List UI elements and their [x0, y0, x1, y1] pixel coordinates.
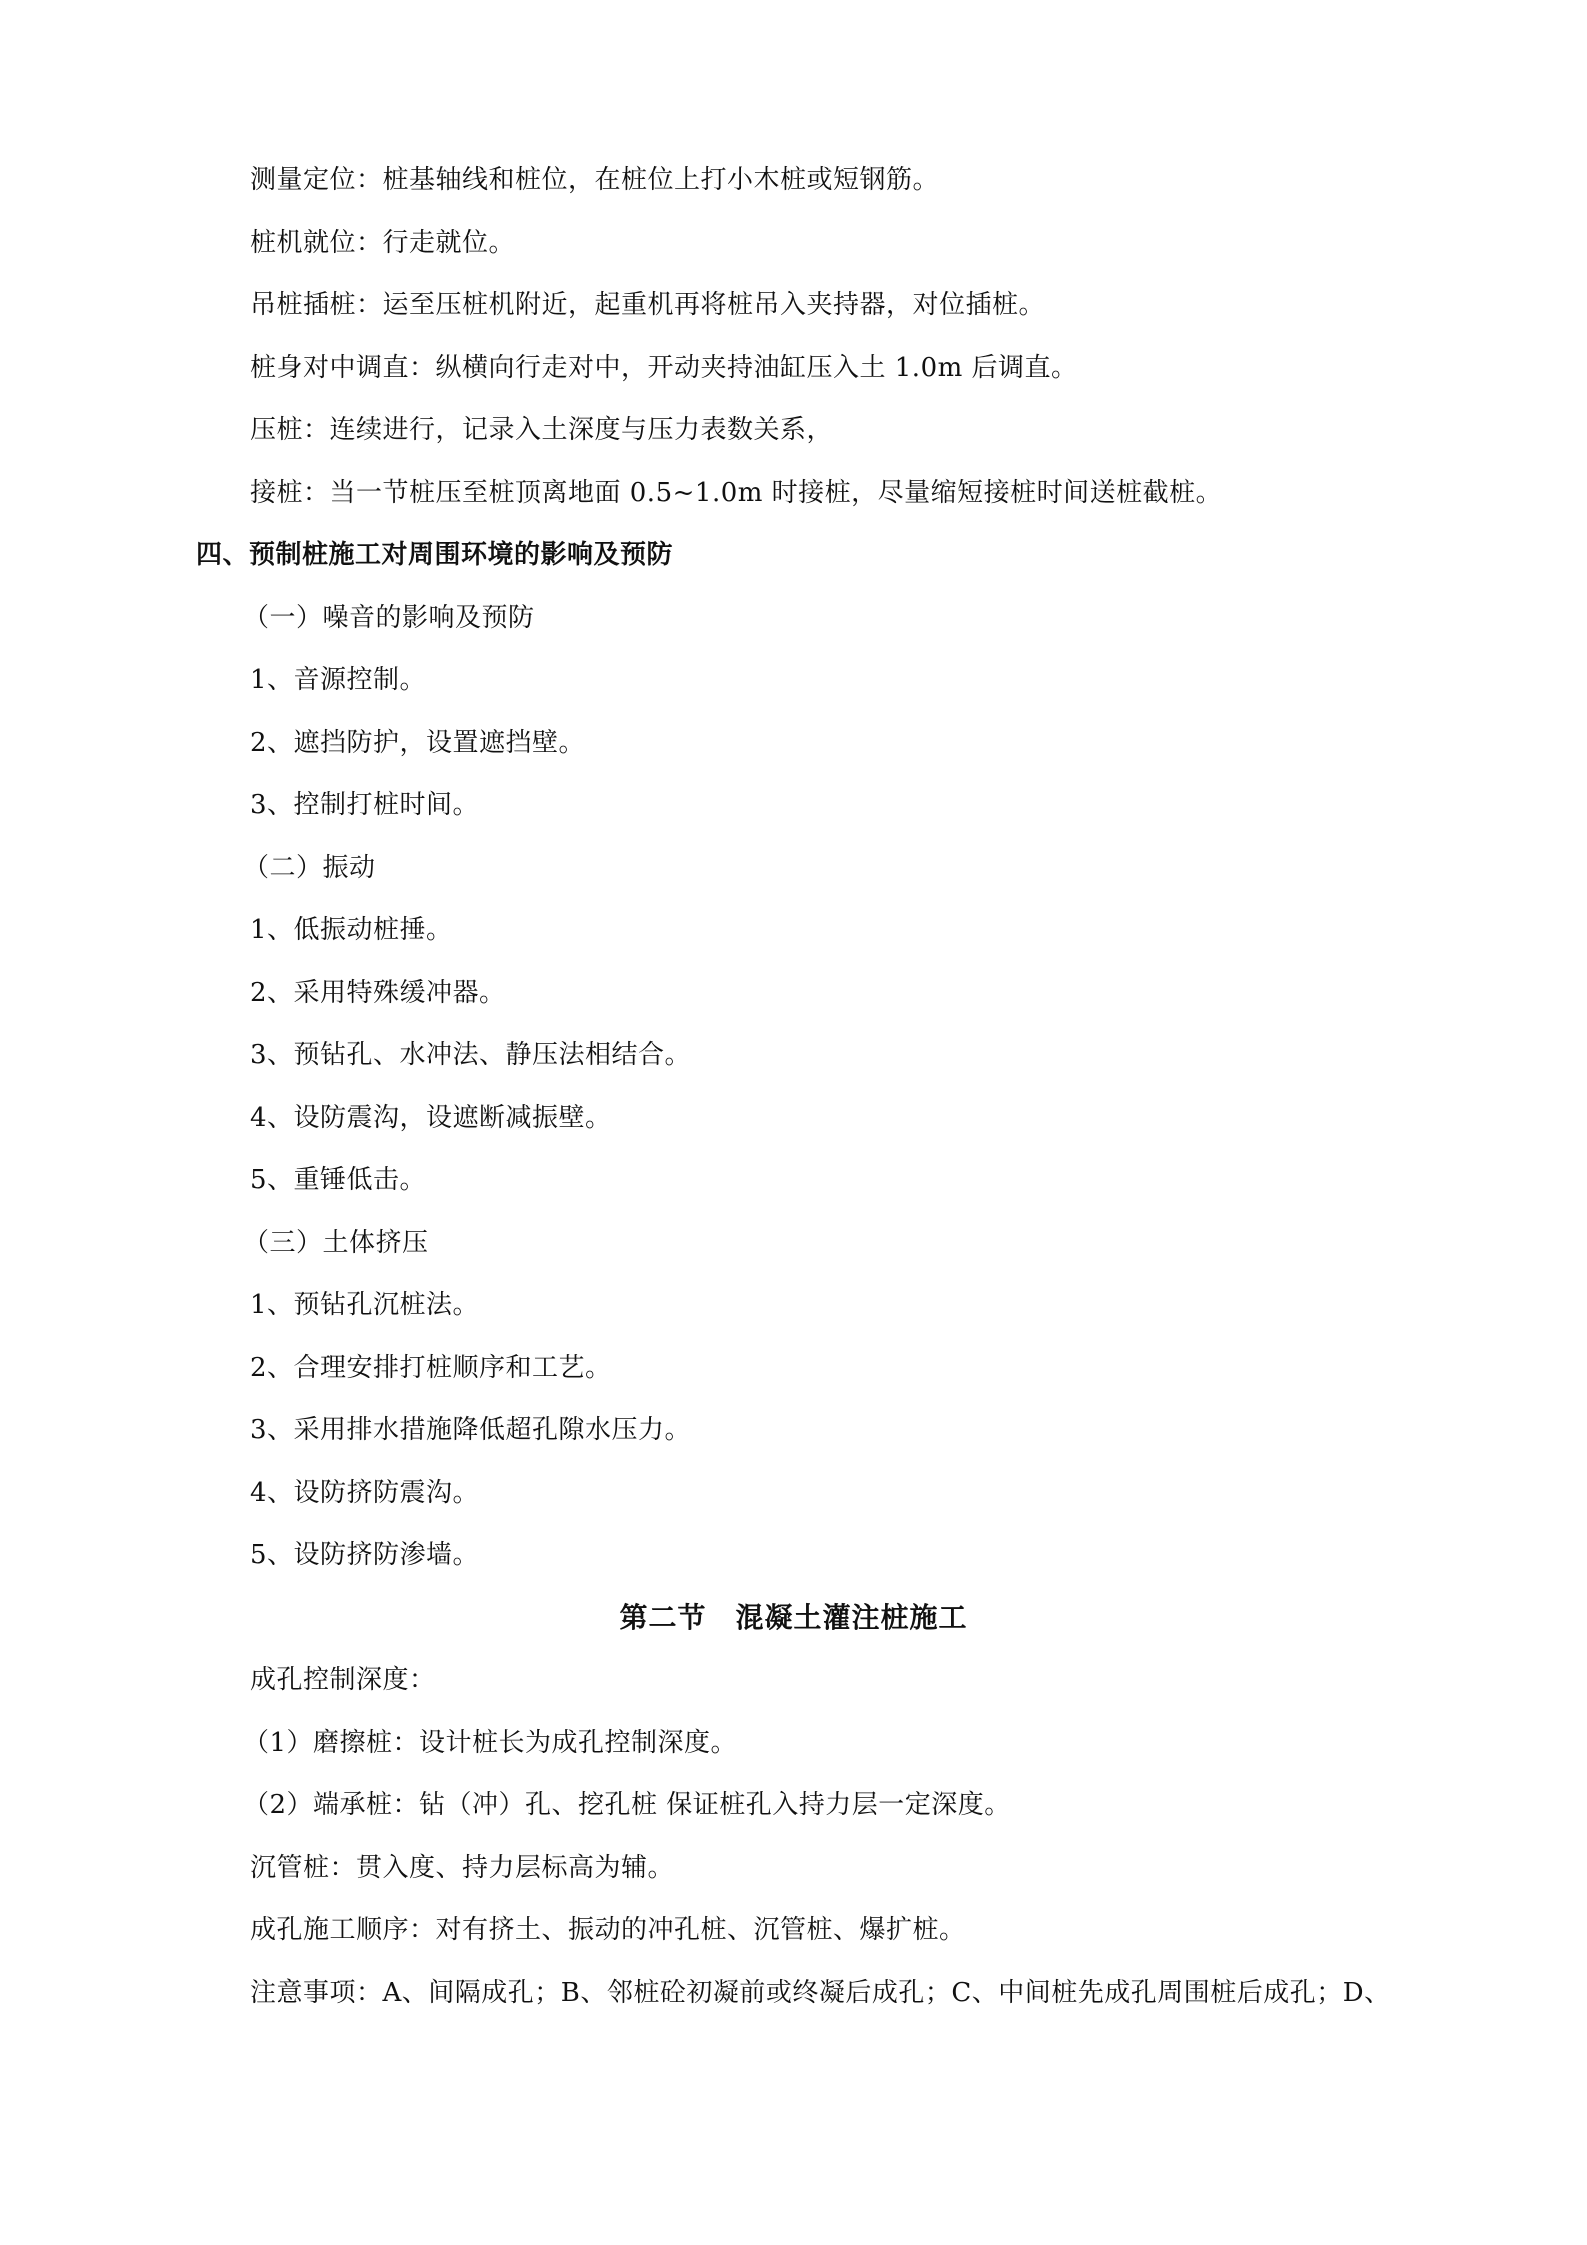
paragraph: 成孔施工顺序：对有挤土、振动的冲孔桩、沉管桩、爆扩桩。 — [250, 1915, 966, 1945]
section-heading-4: 四、预制桩施工对周围环境的影响及预防 — [196, 540, 674, 570]
list-item: 2、采用特殊缓冲器。 — [250, 978, 506, 1008]
list-item: 5、重锤低击。 — [250, 1165, 427, 1195]
step-splice: 接桩：当一节桩压至桩顶离地面 0.5~1.0m 时接桩，尽量缩短接桩时间送桩截桩。 — [250, 478, 1223, 508]
step-align: 桩身对中调直：纵横向行走对中，开动夹持油缸压入土 1.0m 后调直。 — [250, 353, 1078, 383]
list-item: 1、音源控制。 — [250, 665, 427, 695]
subheading-soil: （三）土体挤压 — [243, 1228, 429, 1258]
paragraph: 沉管桩：贯入度、持力层标高为辅。 — [250, 1853, 675, 1883]
list-item: 2、遮挡防护，设置遮挡壁。 — [250, 728, 586, 758]
list-item: 3、预钻孔、水冲法、静压法相结合。 — [250, 1040, 692, 1070]
list-item: 3、控制打桩时间。 — [250, 790, 480, 820]
list-item: 1、预钻孔沉桩法。 — [250, 1290, 480, 1320]
section-title: 第二节 混凝土灌注桩施工 — [619, 1601, 968, 1634]
paragraph: 注意事项：A、间隔成孔；B、邻桩砼初凝前或终凝后成孔；C、中间桩先成孔周围桩后成孔；D、 — [250, 1978, 1391, 2008]
step-machine-position: 桩机就位：行走就位。 — [250, 228, 516, 258]
list-item: 4、设防挤防震沟。 — [250, 1478, 480, 1508]
subheading-noise: （一）噪音的影响及预防 — [243, 603, 535, 633]
subheading-vibration: （二）振动 — [243, 853, 376, 883]
step-lift-insert: 吊桩插桩：运至压桩机附近，起重机再将桩吊入夹持器，对位插桩。 — [250, 290, 1046, 320]
paragraph: 成孔控制深度： — [250, 1665, 436, 1695]
list-item: 3、采用排水措施降低超孔隙水压力。 — [250, 1415, 692, 1445]
step-press: 压桩：连续进行，记录入土深度与压力表数关系， — [250, 415, 834, 445]
step-survey: 测量定位：桩基轴线和桩位，在桩位上打小木桩或短钢筋。 — [250, 165, 940, 195]
list-item: 2、合理安排打桩顺序和工艺。 — [250, 1353, 612, 1383]
list-item: 5、设防挤防渗墙。 — [250, 1540, 480, 1570]
paragraph: （1）磨擦桩：设计桩长为成孔控制深度。 — [243, 1728, 738, 1758]
list-item: 4、设防震沟，设遮断减振壁。 — [250, 1103, 612, 1133]
paragraph: （2）端承桩：钻（冲）孔、挖孔桩 保证桩孔入持力层一定深度。 — [243, 1790, 1011, 1820]
list-item: 1、低振动桩捶。 — [250, 915, 453, 945]
